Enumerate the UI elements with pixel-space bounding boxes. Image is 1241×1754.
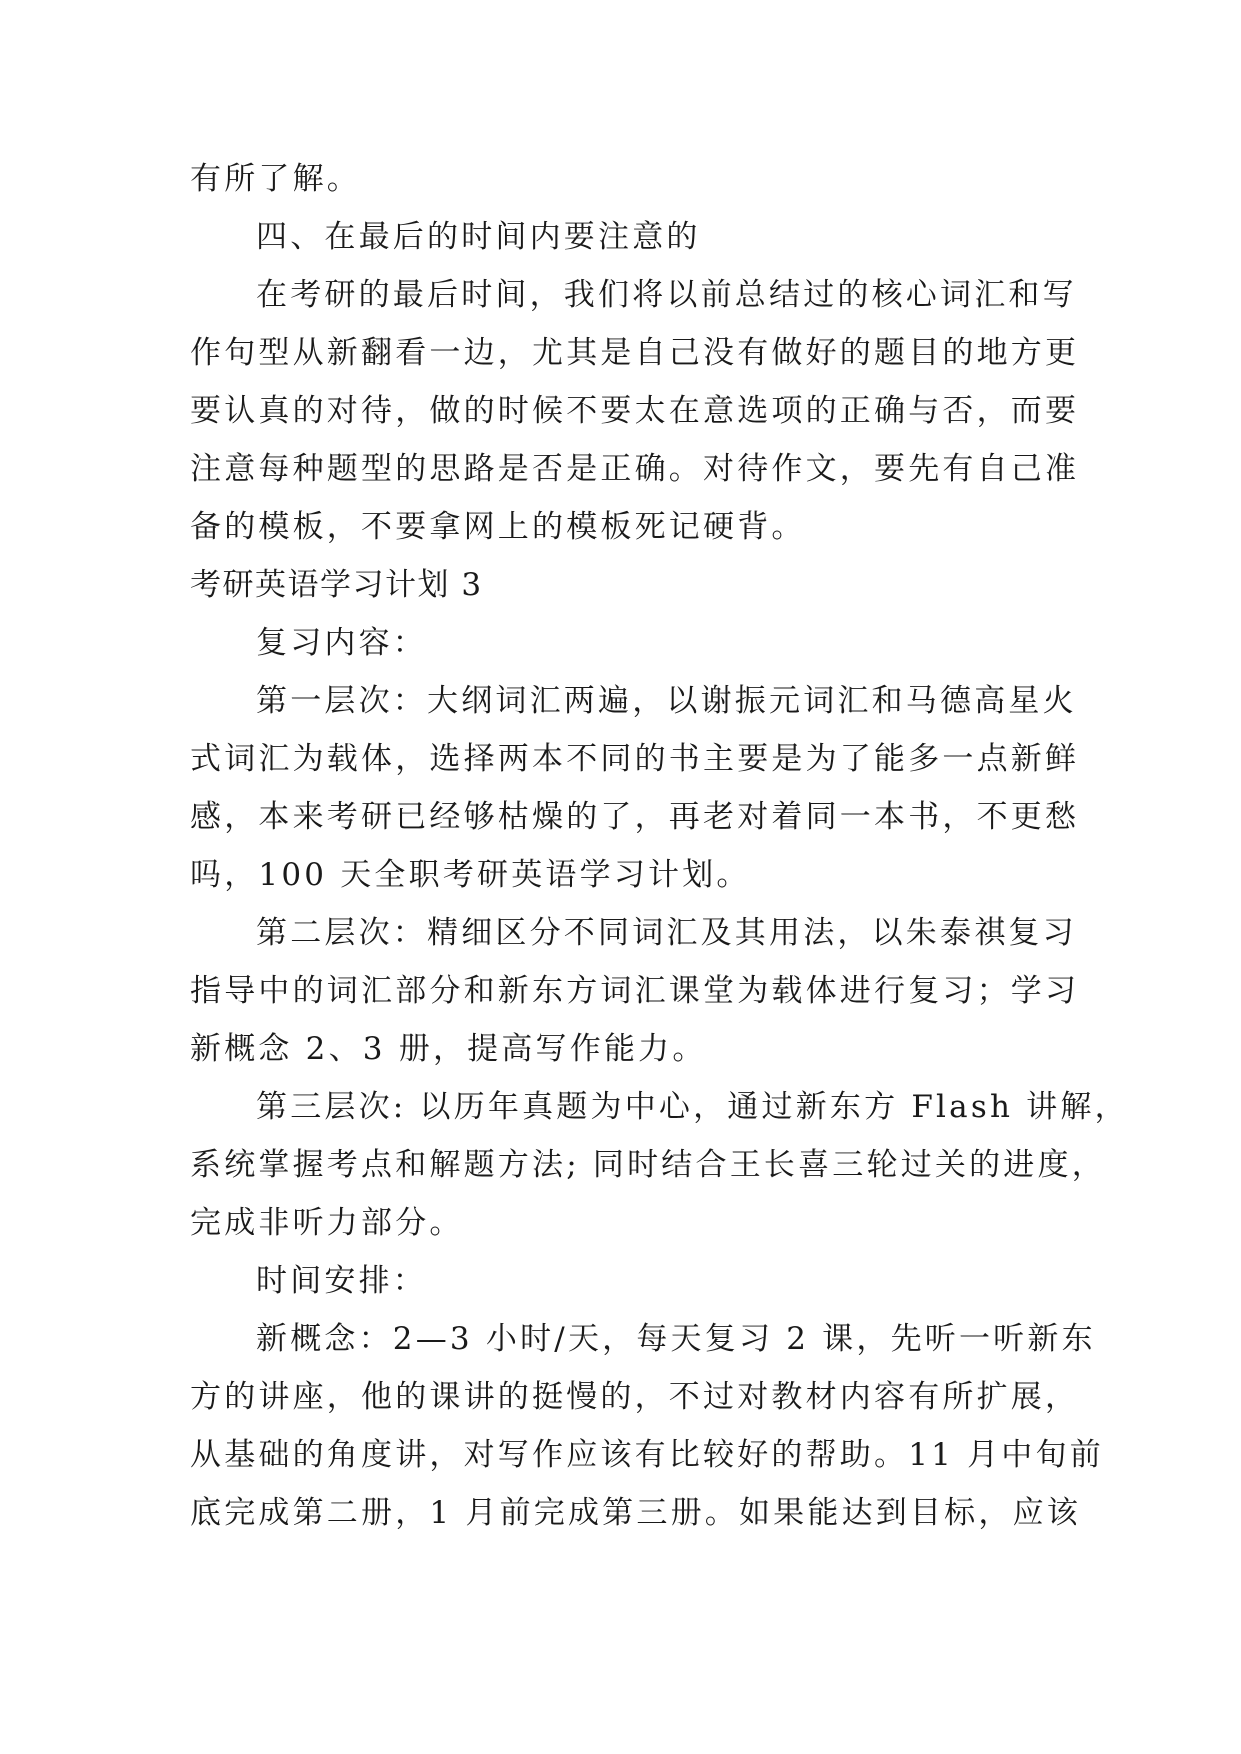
text-line: 第二层次：精细区分不同词汇及其用法，以朱泰祺复习 (256, 915, 1077, 951)
text-line: 第一层次：大纲词汇两遍，以谢振元词汇和马德高星火 (256, 683, 1077, 719)
document-heading: 考研英语学习计划 3 (190, 567, 483, 603)
text-line: 感，本来考研已经够枯燥的了，再老对着同一本书，不更愁 (190, 799, 1080, 835)
text-line: 式词汇为载体，选择两本不同的书主要是为了能多一点新鲜 (190, 741, 1080, 777)
text-line: 系统掌握考点和解题方法; 同时结合王长喜三轮过关的进度， (190, 1147, 1106, 1183)
document-page (190, 150, 1129, 1542)
subsection-label: 复习内容： (256, 625, 427, 661)
text-line: 指导中的词汇部分和新东方词汇课堂为载体进行复习；学习 (190, 973, 1080, 1009)
text-line: 有所了解。 (190, 161, 361, 197)
text-line: 吗，100 天全职考研英语学习计划。 (190, 857, 751, 893)
text-line: 方的讲座，他的课讲的挺慢的，不过对教材内容有所扩展， (190, 1379, 1080, 1415)
text-line: 注意每种题型的思路是否是正确。对待作文，要先有自己准 (190, 451, 1080, 487)
subsection-label: 时间安排： (256, 1263, 427, 1299)
text-line: 在考研的最后时间，我们将以前总结过的核心词汇和写 (256, 277, 1077, 313)
text-line: 要认真的对待，做的时候不要太在意选项的正确与否，而要 (190, 393, 1080, 429)
text-line: 新概念 2、3 册，提高写作能力。 (190, 1031, 707, 1067)
text-line: 完成非听力部分。 (190, 1205, 464, 1241)
section-heading: 四、在最后的时间内要注意的 (256, 219, 701, 255)
text-line: 第三层次: 以历年真题为中心，通过新东方 Flash 讲解， (256, 1089, 1129, 1125)
text-line: 底完成第二册，1 月前完成第三册。如果能达到目标，应该 (190, 1495, 1081, 1531)
text-line: 新概念：2—3 小时/天，每天复习 2 课，先听一听新东 (256, 1321, 1096, 1357)
text-line: 备的模板，不要拿网上的模板死记硬背。 (190, 509, 806, 545)
text-line: 作句型从新翻看一边，尤其是自己没有做好的题目的地方更 (190, 335, 1080, 371)
text-line: 从基础的角度讲，对写作应该有比较好的帮助。11 月中旬前 (190, 1437, 1104, 1473)
